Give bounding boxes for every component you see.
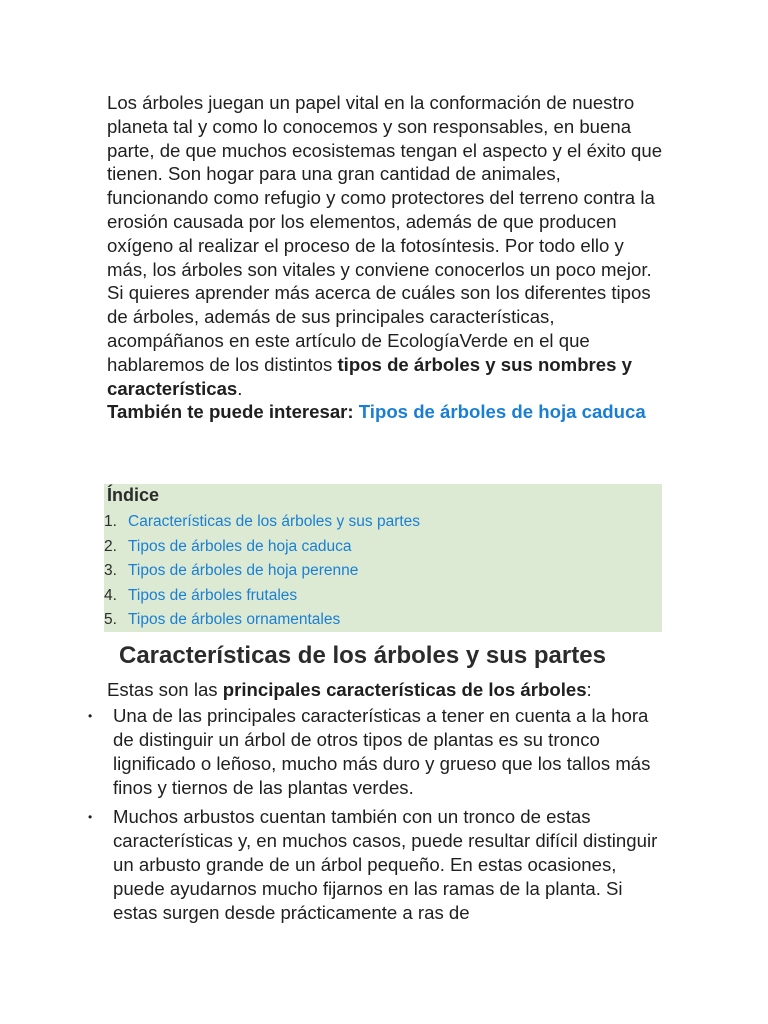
list-item-text: Muchos arbustos cuentan también con un tronco de estas características y, en muchos casos, puede resultar difícil distinguir un arbusto grande de un árbol pequeño. En estas ocasiones, puede ayudarnos mucho fijarnos en las ramas de la planta. Si estas surgen desde prácticamente a ras de [113, 806, 658, 923]
characteristics-list [86, 704, 668, 925]
toc-item [104, 511, 420, 536]
lead-end: : [586, 679, 592, 700]
intro-paragraph-1: Los árboles juegan un papel vital en la conformación de nuestro planeta tal y como lo conocemos y son responsables, en buena parte, de que muchos ecosistemas tengan el aspecto y el éxito que tienen. Son hogar para una gran cantidad de animales, funcionando como refugio y como protectores del terreno contra la erosión causada por los elementos, además de que producen oxígeno al realizar el proceso de la fotosíntesis. Por todo ello y más, los árboles son vitales y conviene conocerlos un poco mejor. [107, 92, 663, 280]
intro-p2-bold: tipos de árboles y sus nombres y características [107, 353, 632, 399]
related-article-link[interactable]: Tipos de árboles de hoja caduca [358, 401, 646, 423]
list-item [86, 805, 668, 925]
intro-paragraph-2 [107, 281, 667, 400]
lead-text: Estas son las [107, 679, 223, 700]
toc-link-ornamentales[interactable]: Tipos de árboles ornamentales [128, 611, 341, 629]
toc-item [104, 609, 420, 634]
toc-link-frutales[interactable]: Tipos de árboles frutales [128, 586, 298, 604]
toc-list [104, 511, 420, 634]
list-item-text: Una de las principales características a tener en cuenta a la hora de distinguir un árbol de otros tipos de plantas es su tronco lignificado o leñoso, mucho más duro y grueso que los tallos más finos y tiernos de las plantas verdes. [113, 705, 651, 798]
toc-link-hoja-perenne[interactable]: Tipos de árboles de hoja perenne [128, 562, 359, 580]
toc-link-hoja-caduca[interactable]: Tipos de árboles de hoja caduca [128, 537, 352, 555]
toc-item-number: 4. [104, 586, 117, 604]
table-of-contents [104, 484, 662, 632]
toc-item-number: 5. [104, 611, 117, 629]
toc-link-caracteristicas[interactable]: Características de los árboles y sus partes [128, 513, 421, 530]
related-article [107, 400, 667, 424]
toc-item [104, 560, 420, 585]
section-lead [107, 678, 592, 702]
toc-item [104, 536, 420, 561]
bullet-icon: • [88, 810, 93, 824]
toc-item-number: 3. [104, 562, 117, 580]
related-label: También te puede interesar: [107, 401, 354, 423]
lead-bold: principales características de los árboles [222, 679, 587, 700]
toc-item [104, 585, 420, 610]
section-heading: Características de los árboles y sus partes [119, 642, 606, 669]
toc-item-number: 2. [104, 537, 117, 555]
list-item [86, 704, 668, 800]
intro-p2-end: . [237, 377, 243, 399]
intro-text [107, 91, 667, 424]
intro-p2-text: Si quieres aprender más acerca de cuáles son los diferentes tipos de árboles, además de sus principales características, acompáñanos en este artículo de EcologíaVerde en el que hablaremos de los distintos [107, 282, 651, 375]
bullet-icon: • [88, 709, 93, 723]
toc-item-number: 1. [104, 513, 117, 530]
toc-title: Índice [107, 485, 160, 505]
